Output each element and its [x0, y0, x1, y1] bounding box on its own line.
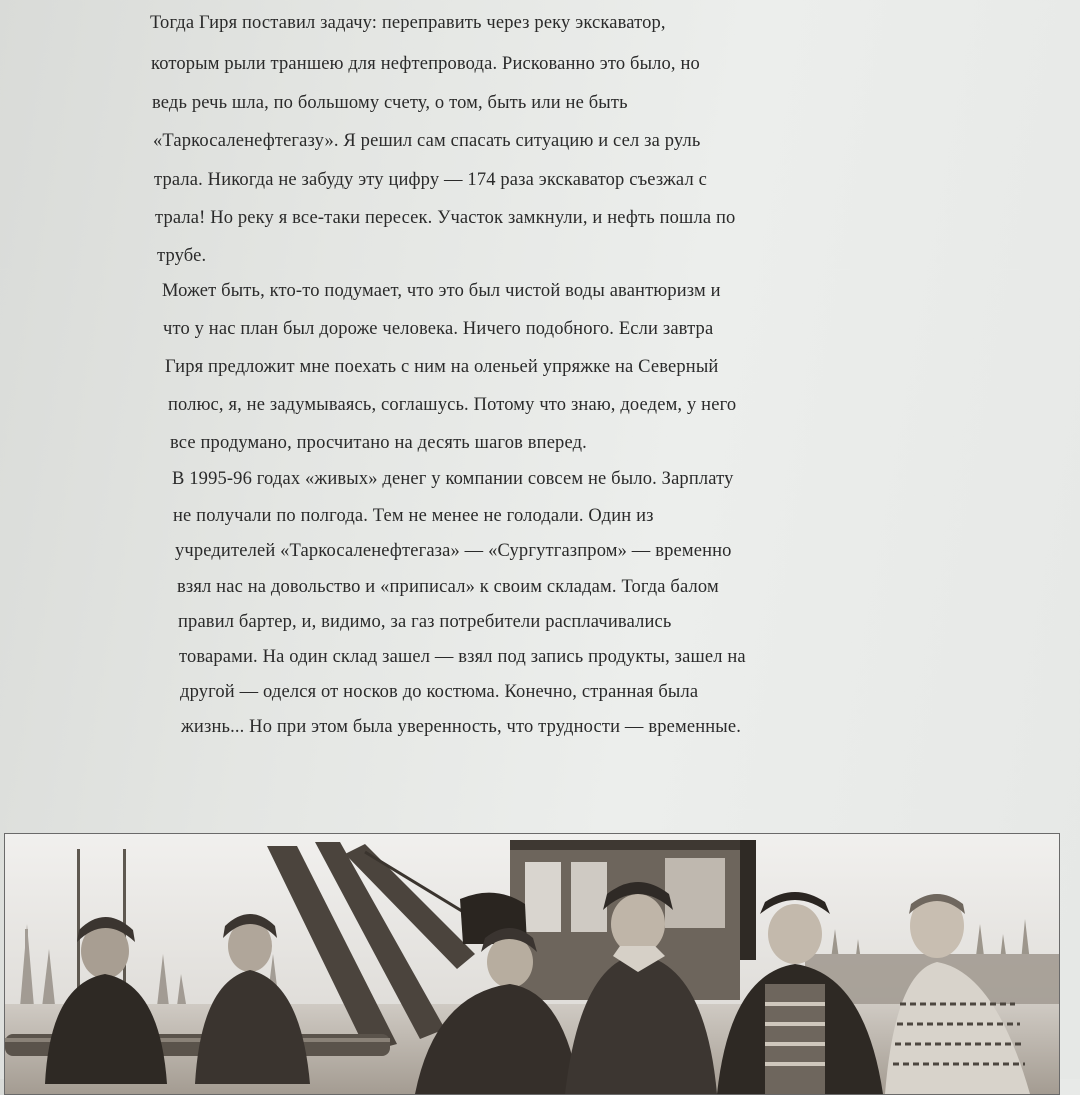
- text-line: что у нас план был дороже человека. Ничего подобного. Если завтра: [163, 319, 714, 339]
- text-line: Гиря предложит мне поехать с ним на оленьей упряжке на Северный: [165, 357, 719, 377]
- text-line: учредителей «Таркосаленефтегаза» — «Сургутгазпром» — временно: [175, 541, 732, 561]
- text-line: правил бартер, и, видимо, за газ потребители расплачивались: [178, 612, 672, 632]
- text-line: трала. Никогда не забуду эту цифру — 174 раза экскаватор съезжал с: [154, 170, 707, 190]
- text-line: ведь речь шла, по большому счету, о том, быть или не быть: [152, 93, 628, 113]
- text-line: трала! Но реку я все-таки пересек. Участок замкнули, и нефть пошла по: [155, 208, 736, 228]
- text-line: товарами. На один склад зашел — взял под запись продукты, зашел на: [179, 647, 746, 667]
- photo-group-workers: [4, 833, 1060, 1095]
- text-line: взял нас на довольство и «приписал» к своим складам. Тогда балом: [177, 577, 719, 597]
- text-line: которым рыли траншею для нефтепровода. Рискованно это было, но: [151, 54, 700, 74]
- text-line: полюс, я, не задумываясь, соглашусь. Потому что знаю, доедем, у него: [168, 395, 737, 415]
- text-line: «Таркосаленефтегазу». Я решил сам спасать ситуацию и сел за руль: [153, 131, 701, 151]
- text-line: трубе.: [157, 246, 207, 266]
- text-line: другой — оделся от носков до костюма. Конечно, странная была: [180, 682, 699, 702]
- text-line: В 1995-96 годах «живых» денег у компании совсем не было. Зарплату: [172, 469, 734, 489]
- text-line: жизнь... Но при этом была уверенность, что трудности — временные.: [181, 717, 742, 737]
- text-line: Тогда Гиря поставил задачу: переправить через реку экскаватор,: [150, 13, 666, 33]
- text-line: все продумано, просчитано на десять шагов вперед.: [170, 433, 587, 453]
- text-line: не получали по полгода. Тем не менее не голодали. Один из: [173, 506, 654, 526]
- text-line: Может быть, кто-то подумает, что это был чистой воды авантюризм и: [162, 281, 721, 301]
